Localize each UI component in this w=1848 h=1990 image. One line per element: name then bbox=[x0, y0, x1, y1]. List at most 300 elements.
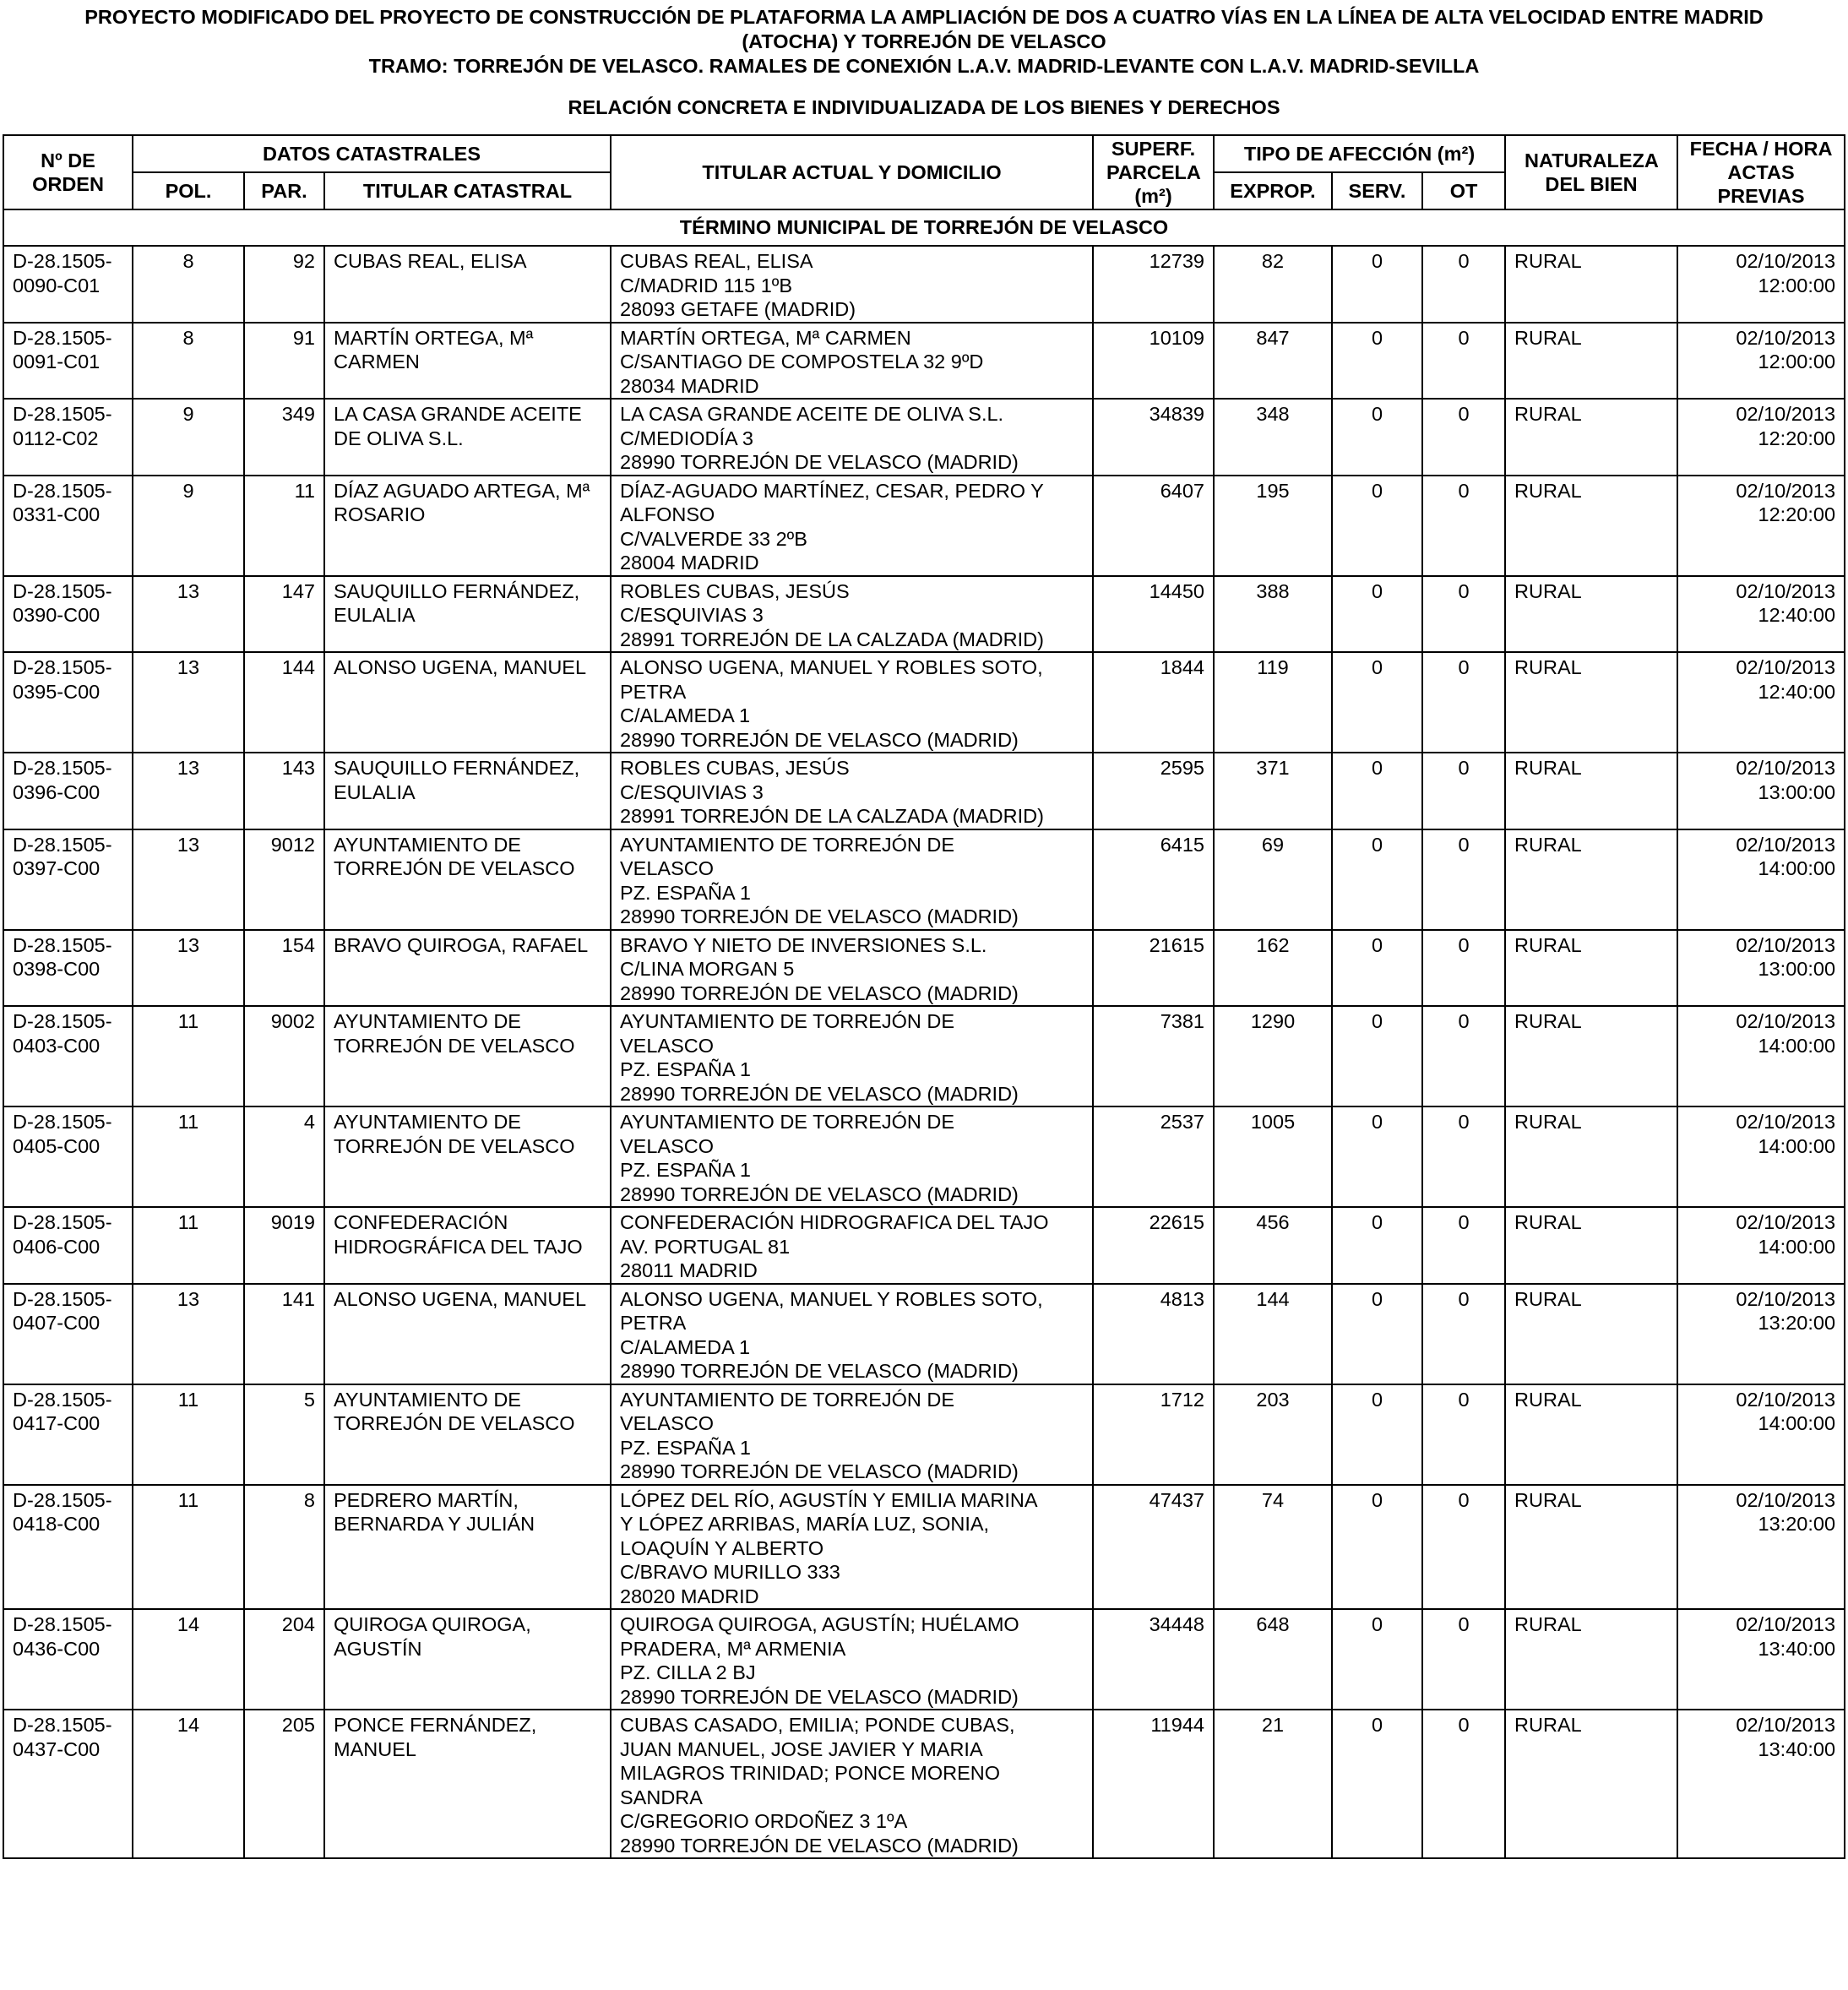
fecha-line: 02/10/2013 bbox=[1736, 1287, 1836, 1310]
cell-par: 143 bbox=[244, 753, 324, 829]
titular-actual-line: SANDRA bbox=[620, 1786, 703, 1808]
cell-par: 9012 bbox=[244, 829, 324, 930]
cell-exprop: 1005 bbox=[1214, 1106, 1332, 1207]
cell-pol: 11 bbox=[133, 1207, 244, 1284]
fecha-line: 02/10/2013 bbox=[1736, 1488, 1836, 1511]
cell-exprop: 195 bbox=[1214, 476, 1332, 576]
table-row bbox=[3, 1485, 1845, 1610]
orden-line: D-28.1505- bbox=[13, 1211, 112, 1233]
cell-titular-actual bbox=[611, 753, 1093, 829]
cell-naturaleza: RURAL bbox=[1505, 476, 1677, 576]
titular-actual-line: PETRA bbox=[620, 680, 687, 703]
cell-serv: 0 bbox=[1332, 1609, 1422, 1710]
cell-titular-actual bbox=[611, 1207, 1093, 1284]
fecha-line: 14:00:00 bbox=[1758, 1235, 1836, 1258]
cell-ot: 0 bbox=[1422, 652, 1505, 753]
titular-actual-line: AYUNTAMIENTO DE TORREJÓN DE bbox=[620, 1388, 955, 1411]
titular-actual-line: C/LINA MORGAN 5 bbox=[620, 958, 795, 980]
fecha-line: 14:00:00 bbox=[1758, 1134, 1836, 1157]
cell-serv: 0 bbox=[1332, 576, 1422, 653]
cell-titular-catastral bbox=[324, 1609, 611, 1710]
cell-superficie: 22615 bbox=[1093, 1207, 1214, 1284]
fecha-line: 13:00:00 bbox=[1758, 780, 1836, 803]
cell-superficie: 4813 bbox=[1093, 1284, 1214, 1384]
cell-exprop: 847 bbox=[1214, 323, 1332, 400]
cell-titular-catastral bbox=[324, 753, 611, 829]
titular-actual-line: VELASCO bbox=[620, 1034, 715, 1057]
cell-exprop: 388 bbox=[1214, 576, 1332, 653]
cell-pol: 11 bbox=[133, 1485, 244, 1610]
cell-exprop: 1290 bbox=[1214, 1006, 1332, 1106]
fecha-line: 13:20:00 bbox=[1758, 1312, 1836, 1334]
cell-superficie: 6407 bbox=[1093, 476, 1214, 576]
cell-par: 154 bbox=[244, 930, 324, 1007]
titular-actual-line: 28990 TORREJÓN DE VELASCO (MADRID) bbox=[620, 905, 1019, 927]
orden-line: 0397-C00 bbox=[13, 857, 101, 879]
titular-actual-line: 28990 TORREJÓN DE VELASCO (MADRID) bbox=[620, 1183, 1019, 1205]
cell-titular-actual bbox=[611, 1710, 1093, 1858]
cell-par: 349 bbox=[244, 399, 324, 476]
fecha-line: 02/10/2013 bbox=[1736, 656, 1836, 678]
cell-exprop: 69 bbox=[1214, 829, 1332, 930]
titular-actual-line: MARTÍN ORTEGA, Mª CARMEN bbox=[620, 326, 911, 349]
titular-actual-line: LÓPEZ DEL RÍO, AGUSTÍN Y EMILIA MARINA bbox=[620, 1488, 1038, 1511]
titular-actual-line: 28991 TORREJÓN DE LA CALZADA (MADRID) bbox=[620, 628, 1044, 650]
titular-actual-line: C/ALAMEDA 1 bbox=[620, 704, 751, 726]
orden-line: D-28.1505- bbox=[13, 326, 112, 349]
cell-pol: 13 bbox=[133, 576, 244, 653]
fecha-line: 13:40:00 bbox=[1758, 1737, 1836, 1760]
cell-titular-catastral bbox=[324, 476, 611, 576]
title-line-3: TRAMO: TORREJÓN DE VELASCO. RAMALES DE CONEXIÓN L.A.V. MADRID-LEVANTE CON L.A.V. MADRID-SEVILLA bbox=[368, 55, 1480, 77]
titular-actual-line: 28990 TORREJÓN DE VELASCO (MADRID) bbox=[620, 451, 1019, 473]
cell-par: 9002 bbox=[244, 1006, 324, 1106]
orden-line: 0390-C00 bbox=[13, 604, 101, 626]
cell-pol: 11 bbox=[133, 1384, 244, 1485]
fecha-line: 02/10/2013 bbox=[1736, 403, 1836, 425]
titular-catastral-line: ALONSO UGENA, MANUEL bbox=[334, 656, 587, 678]
titular-actual-line: 28020 MADRID bbox=[620, 1585, 759, 1607]
titular-catastral-line: LA CASA GRANDE ACEITE bbox=[334, 403, 582, 425]
fecha-line: 13:20:00 bbox=[1758, 1513, 1836, 1535]
cell-titular-actual bbox=[611, 1006, 1093, 1106]
cell-superficie: 1844 bbox=[1093, 652, 1214, 753]
header-exprop: EXPROP. bbox=[1214, 172, 1332, 209]
titular-actual-line: 28093 GETAFE (MADRID) bbox=[620, 298, 856, 320]
cell-naturaleza: RURAL bbox=[1505, 1106, 1677, 1207]
cell-superficie: 12739 bbox=[1093, 246, 1214, 323]
orden-line: 0091-C01 bbox=[13, 351, 101, 372]
cell-fecha bbox=[1677, 1284, 1845, 1384]
cell-exprop: 82 bbox=[1214, 246, 1332, 323]
cell-naturaleza: RURAL bbox=[1505, 576, 1677, 653]
cell-superficie: 21615 bbox=[1093, 930, 1214, 1007]
fecha-line: 02/10/2013 bbox=[1736, 1211, 1836, 1233]
table-row bbox=[3, 753, 1845, 829]
titular-actual-line: ALONSO UGENA, MANUEL Y ROBLES SOTO, bbox=[620, 656, 1043, 678]
orden-line: 0406-C00 bbox=[13, 1235, 101, 1258]
cell-exprop: 371 bbox=[1214, 753, 1332, 829]
titular-catastral-line: SAUQUILLO FERNÁNDEZ, bbox=[334, 579, 580, 602]
titular-catastral-line: AYUNTAMIENTO DE bbox=[334, 1388, 521, 1411]
cell-titular-actual bbox=[611, 576, 1093, 653]
cell-serv: 0 bbox=[1332, 246, 1422, 323]
titular-catastral-line: TORREJÓN DE VELASCO bbox=[334, 857, 575, 879]
cell-naturaleza: RURAL bbox=[1505, 652, 1677, 753]
orden-line: D-28.1505- bbox=[13, 1613, 112, 1635]
titular-catastral-line: AGUSTÍN bbox=[334, 1637, 422, 1660]
table-row bbox=[3, 399, 1845, 476]
cell-par: 4 bbox=[244, 1106, 324, 1207]
cell-titular-catastral bbox=[324, 1710, 611, 1858]
document-header bbox=[0, 0, 1848, 120]
titular-actual-line: Y LÓPEZ ARRIBAS, MARÍA LUZ, SONIA, bbox=[620, 1513, 990, 1535]
orden-line: D-28.1505- bbox=[13, 757, 112, 779]
cell-orden bbox=[3, 930, 133, 1007]
cell-pol: 11 bbox=[133, 1006, 244, 1106]
titular-actual-line: ALONSO UGENA, MANUEL Y ROBLES SOTO, bbox=[620, 1287, 1043, 1310]
titular-catastral-line: TORREJÓN DE VELASCO bbox=[334, 1134, 575, 1157]
cell-par: 92 bbox=[244, 246, 324, 323]
cell-ot: 0 bbox=[1422, 1207, 1505, 1284]
titular-actual-line: LOAQUÍN Y ALBERTO bbox=[620, 1536, 824, 1559]
titular-catastral-line: TORREJÓN DE VELASCO bbox=[334, 1412, 575, 1434]
orden-line: D-28.1505- bbox=[13, 1111, 112, 1133]
cell-orden bbox=[3, 753, 133, 829]
titular-catastral-line: EULALIA bbox=[334, 780, 416, 803]
fecha-line: 02/10/2013 bbox=[1736, 326, 1836, 349]
cell-orden bbox=[3, 1006, 133, 1106]
cell-titular-catastral bbox=[324, 399, 611, 476]
cell-titular-catastral bbox=[324, 930, 611, 1007]
titular-catastral-line: ALONSO UGENA, MANUEL bbox=[334, 1287, 587, 1310]
cell-superficie: 2537 bbox=[1093, 1106, 1214, 1207]
header-datos-catastrales: DATOS CATASTRALES bbox=[133, 135, 611, 172]
cell-pol: 14 bbox=[133, 1609, 244, 1710]
cell-ot: 0 bbox=[1422, 576, 1505, 653]
cell-ot: 0 bbox=[1422, 1609, 1505, 1710]
titular-actual-line: C/MADRID 115 1ºB bbox=[620, 274, 793, 296]
titular-catastral-line: DE OLIVA S.L. bbox=[334, 427, 464, 449]
cell-titular-actual bbox=[611, 652, 1093, 753]
fecha-line: 12:40:00 bbox=[1758, 604, 1836, 626]
cell-serv: 0 bbox=[1332, 930, 1422, 1007]
cell-titular-catastral bbox=[324, 1207, 611, 1284]
orden-line: D-28.1505- bbox=[13, 479, 112, 502]
cell-titular-actual bbox=[611, 1485, 1093, 1610]
cell-ot: 0 bbox=[1422, 1384, 1505, 1485]
orden-line: D-28.1505- bbox=[13, 579, 112, 602]
titular-catastral-line: QUIROGA QUIROGA, bbox=[334, 1613, 531, 1635]
cell-titular-catastral bbox=[324, 1485, 611, 1610]
cell-naturaleza: RURAL bbox=[1505, 1485, 1677, 1610]
bienes-table bbox=[3, 134, 1845, 1859]
cell-pol: 14 bbox=[133, 1710, 244, 1858]
table-row bbox=[3, 323, 1845, 400]
cell-orden bbox=[3, 1106, 133, 1207]
orden-line: D-28.1505- bbox=[13, 833, 112, 856]
cell-titular-actual bbox=[611, 476, 1093, 576]
titular-actual-line: 28990 TORREJÓN DE VELASCO (MADRID) bbox=[620, 981, 1019, 1004]
titular-actual-line: PZ. CILLA 2 BJ bbox=[620, 1661, 756, 1683]
orden-line: D-28.1505- bbox=[13, 1714, 112, 1736]
cell-orden bbox=[3, 1710, 133, 1858]
cell-exprop: 348 bbox=[1214, 399, 1332, 476]
cell-titular-actual bbox=[611, 1609, 1093, 1710]
table-row bbox=[3, 1006, 1845, 1106]
titular-actual-line: 28990 TORREJÓN DE VELASCO (MADRID) bbox=[620, 1834, 1019, 1857]
titular-catastral-line: AYUNTAMIENTO DE bbox=[334, 1010, 521, 1032]
cell-fecha bbox=[1677, 1106, 1845, 1207]
orden-line: 0403-C00 bbox=[13, 1034, 101, 1057]
cell-fecha bbox=[1677, 1485, 1845, 1610]
table-row bbox=[3, 1609, 1845, 1710]
cell-ot: 0 bbox=[1422, 246, 1505, 323]
cell-serv: 0 bbox=[1332, 399, 1422, 476]
cell-fecha bbox=[1677, 753, 1845, 829]
cell-titular-catastral bbox=[324, 323, 611, 400]
cell-par: 144 bbox=[244, 652, 324, 753]
cell-par: 147 bbox=[244, 576, 324, 653]
cell-serv: 0 bbox=[1332, 652, 1422, 753]
titular-catastral-line: PONCE FERNÁNDEZ, bbox=[334, 1714, 537, 1736]
fecha-line: 12:20:00 bbox=[1758, 503, 1836, 525]
cell-pol: 11 bbox=[133, 1106, 244, 1207]
titular-actual-line: QUIROGA QUIROGA, AGUSTÍN; HUÉLAMO bbox=[620, 1613, 1019, 1635]
table-row bbox=[3, 246, 1845, 323]
cell-naturaleza: RURAL bbox=[1505, 246, 1677, 323]
titular-actual-line: VELASCO bbox=[620, 1134, 715, 1157]
fecha-line: 14:00:00 bbox=[1758, 1034, 1836, 1057]
title-line-1: PROYECTO MODIFICADO DEL PROYECTO DE CONSTRUCCIÓN DE PLATAFORMA LA AMPLIACIÓN DE DOS A CUATRO VÍAS EN LA LÍNEA DE ALTA VELOCIDAD ENTRE MADRID bbox=[84, 6, 1764, 28]
relacion-title: RELACIÓN CONCRETA E INDIVIDUALIZADA DE LOS BIENES Y DERECHOS bbox=[568, 96, 1280, 118]
cell-par: 5 bbox=[244, 1384, 324, 1485]
titular-actual-line: PETRA bbox=[620, 1312, 687, 1334]
cell-serv: 0 bbox=[1332, 476, 1422, 576]
table-row bbox=[3, 1710, 1845, 1858]
cell-exprop: 74 bbox=[1214, 1485, 1332, 1610]
table-row bbox=[3, 1106, 1845, 1207]
table-row bbox=[3, 829, 1845, 930]
fecha-line: 02/10/2013 bbox=[1736, 1714, 1836, 1736]
orden-line: 0417-C00 bbox=[13, 1412, 101, 1434]
titular-actual-line: ALFONSO bbox=[620, 503, 715, 525]
cell-fecha bbox=[1677, 652, 1845, 753]
title-line-2: (ATOCHA) Y TORREJÓN DE VELASCO bbox=[742, 30, 1106, 52]
cell-fecha bbox=[1677, 1207, 1845, 1284]
cell-pol: 13 bbox=[133, 930, 244, 1007]
cell-titular-actual bbox=[611, 829, 1093, 930]
table-row bbox=[3, 1284, 1845, 1384]
cell-superficie: 34839 bbox=[1093, 399, 1214, 476]
fecha-line: 02/10/2013 bbox=[1736, 1111, 1836, 1133]
cell-ot: 0 bbox=[1422, 323, 1505, 400]
titular-actual-line: 28011 MADRID bbox=[620, 1259, 758, 1281]
cell-serv: 0 bbox=[1332, 323, 1422, 400]
cell-pol: 8 bbox=[133, 246, 244, 323]
header-superficie: SUPERF. PARCELA (m²) bbox=[1093, 135, 1214, 209]
cell-superficie: 47437 bbox=[1093, 1485, 1214, 1610]
cell-orden bbox=[3, 246, 133, 323]
titular-actual-line: JUAN MANUEL, JOSE JAVIER Y MARIA bbox=[620, 1737, 983, 1760]
titular-actual-line: MILAGROS TRINIDAD; PONCE MORENO bbox=[620, 1762, 1001, 1784]
titular-actual-line: 28990 TORREJÓN DE VELASCO (MADRID) bbox=[620, 1460, 1019, 1482]
cell-titular-actual bbox=[611, 323, 1093, 400]
titular-actual-line: C/ESQUIVIAS 3 bbox=[620, 780, 764, 803]
header-orden: Nº DE ORDEN bbox=[3, 135, 133, 209]
cell-superficie: 7381 bbox=[1093, 1006, 1214, 1106]
titular-actual-line: PZ. ESPAÑA 1 bbox=[620, 881, 751, 904]
cell-naturaleza: RURAL bbox=[1505, 1207, 1677, 1284]
fecha-line: 14:00:00 bbox=[1758, 1412, 1836, 1434]
titular-actual-line: C/ALAMEDA 1 bbox=[620, 1335, 751, 1358]
cell-fecha bbox=[1677, 1609, 1845, 1710]
cell-orden bbox=[3, 1284, 133, 1384]
cell-naturaleza: RURAL bbox=[1505, 829, 1677, 930]
titular-actual-line: 28990 TORREJÓN DE VELASCO (MADRID) bbox=[620, 1082, 1019, 1105]
cell-par: 205 bbox=[244, 1710, 324, 1858]
cell-fecha bbox=[1677, 1710, 1845, 1858]
titular-catastral-line: PEDRERO MARTÍN, bbox=[334, 1488, 519, 1511]
cell-pol: 13 bbox=[133, 753, 244, 829]
cell-orden bbox=[3, 576, 133, 653]
titular-catastral-line: SAUQUILLO FERNÁNDEZ, bbox=[334, 757, 580, 779]
cell-ot: 0 bbox=[1422, 753, 1505, 829]
titular-catastral-line: EULALIA bbox=[334, 604, 416, 626]
cell-naturaleza: RURAL bbox=[1505, 1006, 1677, 1106]
cell-naturaleza: RURAL bbox=[1505, 1710, 1677, 1858]
cell-naturaleza: RURAL bbox=[1505, 930, 1677, 1007]
cell-titular-catastral bbox=[324, 246, 611, 323]
cell-orden bbox=[3, 829, 133, 930]
cell-orden bbox=[3, 476, 133, 576]
titular-catastral-line: CONFEDERACIÓN bbox=[334, 1211, 508, 1233]
cell-superficie: 2595 bbox=[1093, 753, 1214, 829]
orden-line: 0396-C00 bbox=[13, 780, 101, 803]
table-row bbox=[3, 576, 1845, 653]
cell-par: 204 bbox=[244, 1609, 324, 1710]
cell-ot: 0 bbox=[1422, 399, 1505, 476]
header-fecha: FECHA / HORA ACTAS PREVIAS bbox=[1677, 135, 1845, 209]
fecha-line: 02/10/2013 bbox=[1736, 250, 1836, 272]
cell-par: 141 bbox=[244, 1284, 324, 1384]
orden-line: 0405-C00 bbox=[13, 1134, 101, 1157]
orden-line: 0398-C00 bbox=[13, 958, 101, 980]
cell-fecha bbox=[1677, 930, 1845, 1007]
orden-line: 0090-C01 bbox=[13, 274, 101, 296]
header-titular-catastral: TITULAR CATASTRAL bbox=[324, 172, 611, 209]
titular-actual-line: CONFEDERACIÓN HIDROGRAFICA DEL TAJO bbox=[620, 1211, 1049, 1233]
cell-par: 91 bbox=[244, 323, 324, 400]
orden-line: D-28.1505- bbox=[13, 1010, 112, 1032]
cell-fecha bbox=[1677, 829, 1845, 930]
cell-serv: 0 bbox=[1332, 1284, 1422, 1384]
titular-actual-line: VELASCO bbox=[620, 1412, 715, 1434]
titular-actual-line: ROBLES CUBAS, JESÚS bbox=[620, 757, 850, 779]
cell-orden bbox=[3, 1384, 133, 1485]
table-row bbox=[3, 652, 1845, 753]
titular-catastral-line: BERNARDA Y JULIÁN bbox=[334, 1513, 535, 1535]
titular-catastral-line: AYUNTAMIENTO DE bbox=[334, 1111, 521, 1133]
fecha-line: 12:00:00 bbox=[1758, 274, 1836, 296]
titular-actual-line: PRADERA, Mª ARMENIA bbox=[620, 1637, 846, 1660]
table-row bbox=[3, 930, 1845, 1007]
cell-ot: 0 bbox=[1422, 1106, 1505, 1207]
cell-orden bbox=[3, 1609, 133, 1710]
fecha-line: 12:40:00 bbox=[1758, 680, 1836, 703]
titular-catastral-line: HIDROGRÁFICA DEL TAJO bbox=[334, 1235, 583, 1258]
cell-titular-catastral bbox=[324, 1384, 611, 1485]
cell-superficie: 11944 bbox=[1093, 1710, 1214, 1858]
cell-pol: 13 bbox=[133, 829, 244, 930]
cell-pol: 9 bbox=[133, 399, 244, 476]
table-row bbox=[3, 1207, 1845, 1284]
cell-orden bbox=[3, 323, 133, 400]
cell-exprop: 648 bbox=[1214, 1609, 1332, 1710]
cell-pol: 9 bbox=[133, 476, 244, 576]
cell-exprop: 119 bbox=[1214, 652, 1332, 753]
titular-actual-line: C/VALVERDE 33 2ºB bbox=[620, 527, 807, 550]
titular-actual-line: ROBLES CUBAS, JESÚS bbox=[620, 579, 850, 602]
cell-fecha bbox=[1677, 476, 1845, 576]
header-par: PAR. bbox=[244, 172, 324, 209]
cell-serv: 0 bbox=[1332, 1006, 1422, 1106]
fecha-line: 02/10/2013 bbox=[1736, 833, 1836, 856]
header-pol: POL. bbox=[133, 172, 244, 209]
titular-catastral-line: BRAVO QUIROGA, RAFAEL bbox=[334, 933, 589, 956]
cell-ot: 0 bbox=[1422, 1006, 1505, 1106]
titular-actual-line: 28004 MADRID bbox=[620, 552, 759, 574]
cell-titular-actual bbox=[611, 1384, 1093, 1485]
fecha-line: 02/10/2013 bbox=[1736, 579, 1836, 602]
cell-serv: 0 bbox=[1332, 1106, 1422, 1207]
titular-catastral-line: MARTÍN ORTEGA, Mª bbox=[334, 326, 534, 349]
titular-actual-line: 28991 TORREJÓN DE LA CALZADA (MADRID) bbox=[620, 805, 1044, 827]
cell-serv: 0 bbox=[1332, 1207, 1422, 1284]
titular-actual-line: CUBAS CASADO, EMILIA; PONDE CUBAS, bbox=[620, 1714, 1015, 1736]
cell-titular-catastral bbox=[324, 1006, 611, 1106]
titular-catastral-line: CUBAS REAL, ELISA bbox=[334, 250, 527, 272]
cell-titular-actual bbox=[611, 1284, 1093, 1384]
orden-line: D-28.1505- bbox=[13, 1388, 112, 1411]
cell-fecha bbox=[1677, 1006, 1845, 1106]
orden-line: D-28.1505- bbox=[13, 1287, 112, 1310]
cell-superficie: 6415 bbox=[1093, 829, 1214, 930]
header-tipo-afeccion: TIPO DE AFECCIÓN (m²) bbox=[1214, 135, 1505, 172]
titular-actual-line: C/SANTIAGO DE COMPOSTELA 32 9ºD bbox=[620, 351, 984, 372]
cell-ot: 0 bbox=[1422, 476, 1505, 576]
fecha-line: 02/10/2013 bbox=[1736, 933, 1836, 956]
titular-actual-line: LA CASA GRANDE ACEITE DE OLIVA S.L. bbox=[620, 403, 1004, 425]
cell-par: 9019 bbox=[244, 1207, 324, 1284]
fecha-line: 12:00:00 bbox=[1758, 351, 1836, 372]
fecha-line: 02/10/2013 bbox=[1736, 1010, 1836, 1032]
cell-exprop: 162 bbox=[1214, 930, 1332, 1007]
cell-fecha bbox=[1677, 1384, 1845, 1485]
titular-catastral-line: CARMEN bbox=[334, 351, 420, 372]
titular-catastral-line: ROSARIO bbox=[334, 503, 426, 525]
titular-actual-line: 28034 MADRID bbox=[620, 374, 759, 397]
fecha-line: 14:00:00 bbox=[1758, 857, 1836, 879]
cell-superficie: 14450 bbox=[1093, 576, 1214, 653]
titular-actual-line: BRAVO Y NIETO DE INVERSIONES S.L. bbox=[620, 933, 987, 956]
titular-actual-line: AV. PORTUGAL 81 bbox=[620, 1235, 791, 1258]
cell-fecha bbox=[1677, 323, 1845, 400]
cell-orden bbox=[3, 1207, 133, 1284]
titular-catastral-line: TORREJÓN DE VELASCO bbox=[334, 1034, 575, 1057]
cell-orden bbox=[3, 652, 133, 753]
cell-fecha bbox=[1677, 576, 1845, 653]
